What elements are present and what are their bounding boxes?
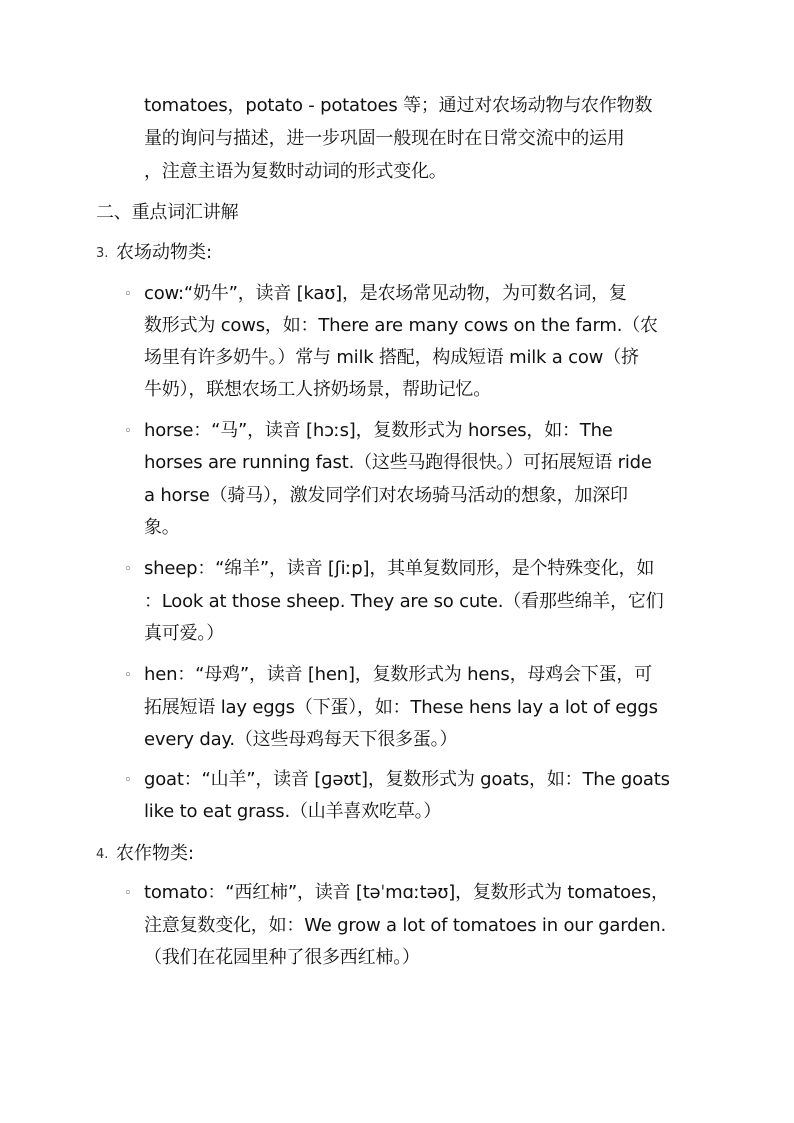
- bullet-icon: ◦: [124, 886, 132, 901]
- vocab-line: ：Look at those sheep. They are so cute.（看那些绵羊，它们: [144, 591, 664, 612]
- intro-line: ，注意主语为复数时动词的形式变化。: [144, 161, 447, 182]
- bullet-icon: ◦: [124, 287, 132, 302]
- bullet-icon: ◦: [124, 562, 132, 577]
- vocab-line: goat：“山羊”，读音 [ɡəʊt]，复数形式为 goats，如：The goats: [144, 769, 670, 790]
- vocab-line: （我们在花园里种了很多西红柿。）: [144, 947, 420, 968]
- vocab-line: every day.（这些母鸡每天下很多蛋。）: [144, 729, 458, 750]
- vocab-line: a horse（骑马），激发同学们对农场骑马活动的想象，加深印: [144, 485, 628, 506]
- bullet-icon: ◦: [124, 668, 132, 683]
- vocab-line: hen：“母鸡”，读音 [hen]，复数形式为 hens，母鸡会下蛋，可: [144, 664, 652, 685]
- vocab-line: 拓展短语 lay eggs（下蛋），如：These hens lay a lot of eggs: [144, 697, 658, 718]
- vocab-line: horse：“马”，读音 [hɔːs]，复数形式为 horses，如：The: [144, 420, 613, 441]
- vocab-line: horses are running fast.（这些马跑得很快。）可拓展短语 ride: [144, 452, 652, 473]
- vocab-line: sheep：“绵羊”，读音 [ʃiːp]，其单复数同形，是个特殊变化，如: [144, 558, 655, 579]
- intro-line: tomatoes，potato - potatoes 等；通过对农场动物与农作物数: [144, 95, 653, 116]
- intro-line: 量的询问与描述，进一步巩固一般现在时在日常交流中的运用: [144, 128, 625, 149]
- vocab-line: 牛奶），联想农场工人挤奶场景，帮助记忆。: [144, 379, 491, 400]
- vocab-line: 象。: [144, 517, 180, 538]
- vocab-line: tomato：“西红柿”，读音 [təˈmɑːtəʊ]，复数形式为 tomatoes，: [144, 882, 669, 903]
- vocab-line: 真可爱。）: [144, 623, 224, 644]
- vocab-line: 注意复数变化，如：We grow a lot of tomatoes in our garden.: [144, 915, 666, 936]
- category-title: 农作物类:: [116, 843, 195, 864]
- section-heading: 二、重点词汇讲解: [96, 202, 239, 223]
- bullet-icon: ◦: [124, 773, 132, 788]
- vocab-line: 数形式为 cows，如：There are many cows on the farm.（农: [144, 315, 658, 336]
- vocab-line: like to eat grass.（山羊喜欢吃草。）: [144, 801, 442, 822]
- vocab-line: cow:“奶牛”，读音 [kaʊ]，是农场常见动物，为可数名词，复: [144, 283, 627, 304]
- category-title: 农场动物类:: [116, 242, 213, 263]
- list-number: 3.: [96, 246, 109, 261]
- list-number: 4.: [96, 847, 109, 862]
- vocab-line: 场里有许多奶牛。）常与 milk 搭配，构成短语 milk a cow（挤: [144, 347, 639, 368]
- bullet-icon: ◦: [124, 424, 132, 439]
